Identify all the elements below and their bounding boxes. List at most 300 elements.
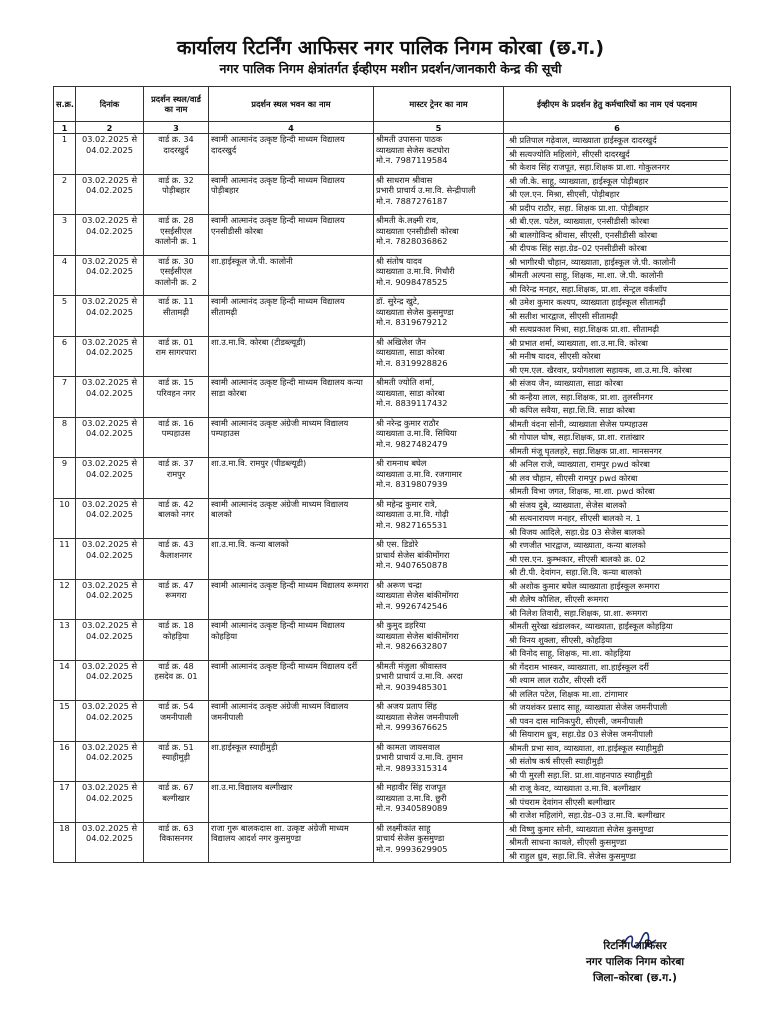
table-row: [54, 458, 731, 499]
employees-cell: [504, 579, 731, 620]
serial-cell: 9: [54, 458, 76, 499]
trainer-cell: [374, 215, 504, 256]
ward-line: वार्ड क्र. 42: [158, 498, 194, 509]
employee-entry: श्री कपिल सवैया, सहा.शि.वि. साडा कोरबा: [509, 405, 635, 415]
ward-cell: [144, 701, 209, 742]
venue-cell: स्वामी आत्मानंद उत्कृष्ट अंग्रेजी माध्यम विद्यालय बालको: [209, 498, 374, 539]
col-header-employees: ईव्हीएम के प्रदर्शन हेतु कर्मचारियों का नाम एवं पदनाम: [504, 87, 731, 122]
employees-cell: [504, 174, 731, 215]
date-line: 04.02.2025: [86, 468, 133, 479]
date-line: 04.02.2025: [86, 792, 133, 803]
trainer-cell: [374, 701, 504, 742]
trainer-line: मो.न. 9827165531: [376, 519, 448, 530]
ward-line: वार्ड क्र. 11: [158, 296, 194, 306]
employees-cell: [504, 215, 731, 256]
trainer-line: श्री महावीर सिंह राजपूत: [376, 782, 446, 792]
trainer-line: मो.न. 9926742546: [376, 600, 448, 611]
trainer-line: प्रभारी प्राचार्य उ.मा.वि. तुमान: [376, 752, 463, 762]
employee-entry: श्री सत्यज्योति महिलांगे, सीएसी दादरखुर्द: [506, 148, 728, 162]
employee-entry: श्री अनिल राजे, व्याख्याता, रामपुर pwd कोरबा: [506, 458, 728, 472]
ward-cell: [144, 377, 209, 418]
trainer-line: मो.न. 9039485301: [376, 681, 448, 692]
venue-cell: स्वामी आत्मानंद उत्कृष्ट हिन्दी माध्यम विद्यालय दादरखुर्द: [209, 134, 374, 175]
employee-entry: श्री पवन दास मानिकपुरी, सीएसी, जमनीपाली: [506, 715, 728, 729]
col-header-date: दिनांक: [76, 87, 144, 122]
employee-entry: श्रीमती साधना कावले, सीएसी कुसमुण्डा: [506, 836, 728, 850]
table-row: [54, 498, 731, 539]
date-line: 03.02.2025 से: [81, 660, 137, 671]
employee-entry: श्री शैलेष कौशिल, सीएसी रूमगरा: [506, 593, 728, 607]
trainer-cell: [374, 458, 504, 499]
date-line: 04.02.2025: [86, 833, 133, 843]
employee-entry: श्री रणजीत भारद्वाज, व्याख्याता, कन्या बालको: [506, 539, 728, 553]
ward-line: वार्ड क्र. 15: [158, 377, 194, 387]
trainer-line: श्री साधराम श्रीवास: [376, 174, 433, 185]
date-cell: [76, 215, 144, 256]
date-cell: [76, 701, 144, 742]
date-cell: [76, 782, 144, 823]
employee-entry: श्री प्रतिपाल गढ़ेवाल, व्याख्याता हाईस्कूल दादरखुर्द: [506, 134, 728, 148]
trainer-cell: [374, 741, 504, 782]
employee-entry: श्री अशोक कुमार बघेल व्याख्याता हाईस्कूल रूमगरा: [506, 580, 728, 594]
employee-entry: श्रीमती सुरेखा खंडालकर, व्याख्याता, हाईस्कूल कोहड़िया: [506, 620, 728, 634]
date-cell: [76, 822, 144, 863]
trainer-cell: [374, 822, 504, 863]
serial-cell: 13: [54, 620, 76, 661]
document-title: कार्यालय रिटर्निंग आफिसर नगर पालिक निगम कोरबा (छ.ग.): [176, 37, 605, 59]
table-row: [54, 174, 731, 215]
trainer-line: श्रीमती ज्योति शर्मा,: [376, 377, 435, 387]
trainer-line: मो.न. 8319807939: [376, 479, 448, 489]
employee-entry: श्री सतीश भारद्वाज, सीएसी सीतामढ़ी: [506, 310, 728, 324]
table-row: [54, 134, 731, 175]
serial-cell: 12: [54, 579, 76, 620]
trainer-line: व्याख्याता सेजेस बांकीमोंगरा: [376, 590, 459, 600]
serial-cell: 5: [54, 296, 76, 337]
ward-cell: [144, 215, 209, 256]
trainer-line: मो.न. 9098478525: [376, 276, 448, 287]
employees-cell: [504, 741, 731, 782]
employee-entry: श्री राजेश महिलांगे, सहा.ग्रेड–03 उ.मा.वि. बल्गीखार: [509, 810, 665, 820]
ward-line: सीतामढ़ी: [162, 306, 190, 317]
trainer-line: श्री अरूण चन्द्रा: [376, 579, 422, 590]
ward-line: पोड़ीबहार: [162, 185, 190, 195]
venue-cell: शा.उ.मा.वि. कन्या बालको: [209, 539, 374, 580]
employee-entry: श्रीमती मंजू घृतलहरे, सहा.शिक्षक प्रा.शा. मानसनगर: [509, 445, 662, 456]
date-cell: [76, 498, 144, 539]
ward-line: वार्ड क्र. 54: [158, 701, 194, 711]
trainer-cell: [374, 377, 504, 418]
employee-entry: श्री केशव सिंह राजपूत, सहा.शिक्षक प्रा.शा. गोकुलनगर: [509, 162, 670, 172]
date-line: 04.02.2025: [86, 144, 133, 155]
trainer-line: व्याख्याता, साडा कोरबा: [376, 387, 445, 398]
ward-line: रामपुर: [166, 468, 186, 479]
venue-cell: शा.उ.मा.विद्यालय बल्गीखार: [209, 782, 374, 823]
employee-entry: श्री प्रदीप राठौर, सहा. शिक्षक प्रा.शा. पोड़ीबहार: [509, 202, 649, 213]
ward-cell: [144, 255, 209, 296]
date-line: 03.02.2025 से: [81, 620, 137, 630]
employees-cell: [504, 417, 731, 458]
trainer-line: व्याख्याता उ.मा.वि. सिघिया: [376, 428, 457, 438]
employees-cell: [504, 701, 731, 742]
venue-cell: स्वामी आत्मानंद उत्कृष्ट हिन्दी माध्यम विद्यालय रूमगरा: [209, 579, 374, 620]
employee-entry: श्री विजय आदिले, सहा.ग्रेड 03 सेजेस बालको: [509, 526, 645, 537]
col-number: 1: [54, 122, 76, 134]
ward-line: वार्ड क्र. 34: [158, 134, 194, 144]
employees-cell: [504, 498, 731, 539]
ward-line: स्याहीमुड़ी: [162, 752, 190, 762]
table-row: [54, 620, 731, 661]
date-cell: [76, 296, 144, 337]
employee-entry: श्री संतोष कर्ष सीएसी स्याहीमुड़ी: [506, 755, 728, 769]
col-header-venue: प्रदर्शन स्थल भवन का नाम: [209, 87, 374, 122]
venue-cell: स्वामी आत्मानंद उत्कृष्ट हिन्दी माध्यम विद्यालय एनसीडीसी कोरबा: [209, 215, 374, 256]
trainer-line: व्याख्याता उ.मा.वि. छुरी: [376, 792, 447, 803]
trainer-line: श्री महेन्द्र कुमार रात्रे,: [376, 498, 438, 509]
col-number: 6: [504, 122, 731, 134]
trainer-line: मो.न. 7987119584: [376, 155, 448, 165]
employee-entry: श्री विरेन्द्र मनहर, सहा.शिक्षक, प्रा.शा. सेन्ट्रल वर्कशॉप: [509, 283, 667, 294]
ward-cell: [144, 620, 209, 661]
employee-entry: श्री विष्णु कुमार सोनी, व्याख्याता सेजेस कुसमुण्डा: [506, 823, 728, 837]
date-line: 03.02.2025 से: [81, 539, 137, 549]
trainer-cell: [374, 336, 504, 377]
col-number: 5: [374, 122, 504, 134]
document-subtitle: नगर पालिक निगम क्षेत्रांतर्गत ईव्हीएम मशीन प्रदर्शन/जानकारी केन्द्र की सूची: [219, 61, 562, 76]
trainer-line: मो.न. 7887276187: [376, 195, 448, 206]
date-cell: [76, 539, 144, 580]
ward-line: एसईसीएल: [160, 266, 192, 276]
date-line: 03.02.2025 से: [81, 498, 137, 509]
employee-entry: श्री श्याम लाल राठौर, सीएसी दर्री: [506, 674, 728, 688]
venue-cell: स्वामी आत्मानंद उत्कृष्ट हिन्दी माध्यम विद्यालय कन्या साडा कोरबा: [209, 377, 374, 418]
employee-entry: श्री लव चौहान, सीएसी रामपुर pwd कोरबा: [506, 472, 728, 486]
trainer-line: मो.न. 8839117432: [376, 398, 448, 408]
date-line: 03.02.2025 से: [81, 377, 137, 387]
employee-entry: श्री राहुल ध्रुव, सहा.शि.वि. सेजेस कुसमुण्डा: [509, 850, 636, 861]
employees-cell: [504, 660, 731, 701]
date-line: 04.02.2025: [86, 711, 133, 722]
signature-block: [555, 938, 715, 986]
ward-cell: [144, 174, 209, 215]
trainer-line: मो.न. 9827482479: [376, 438, 448, 449]
employee-entry: श्री गेंदराम भास्कर, व्याख्याता, शा.हाईस्कूल दर्री: [506, 661, 728, 675]
venue-cell: स्वामी आत्मानंद उत्कृष्ट अंग्रेजी माध्यम विद्यालय पम्पहाउस: [209, 417, 374, 458]
date-line: 04.02.2025: [86, 509, 133, 519]
employee-entry: श्री ललित पटेल, शिक्षक मा.शा. टांगामार: [509, 688, 628, 699]
employee-entry: श्री जी.के. साहू, व्याख्याता, हाईस्कूल पोड़ीबहार: [506, 175, 728, 189]
date-cell: [76, 377, 144, 418]
employee-entry: श्री विनय शुक्ला, सीएसी, कोहड़िया: [506, 634, 728, 648]
date-line: 03.02.2025 से: [81, 417, 137, 428]
employees-cell: [504, 458, 731, 499]
trainer-line: श्री अखिलेश जैन: [376, 336, 426, 347]
table-body: [54, 122, 731, 863]
trainer-cell: [374, 539, 504, 580]
date-line: 04.02.2025: [86, 630, 133, 641]
employee-entry: श्री संजय जैन, व्याख्याता, साडा कोरबा: [506, 377, 728, 391]
trainer-line: मो.न. 8319679212: [376, 317, 448, 327]
employee-entry: श्री दीपक सिंह सहा.ग्रेड–02 एनसीडीसी कोरबा: [509, 243, 647, 253]
employee-entry: श्री बालगोविन्द श्रीवास, सीएसी, एनसीडीसी कोरबा: [506, 229, 728, 243]
trainer-cell: [374, 296, 504, 337]
venue-cell: स्वामी आत्मानंद उत्कृष्ट हिन्दी माध्यम विद्यालय कोहड़िया: [209, 620, 374, 661]
trainer-cell: [374, 660, 504, 701]
trainer-cell: [374, 174, 504, 215]
date-cell: [76, 417, 144, 458]
date-line: 04.02.2025: [86, 752, 133, 762]
trainer-line: श्री एस. डिडोरे: [376, 539, 419, 549]
venue-cell: शा.उ.मा.वि. रामपुर (पीडब्ल्यूडी): [209, 458, 374, 499]
employees-cell: [504, 782, 731, 823]
date-line: 03.02.2025 से: [81, 296, 137, 306]
employee-entry: श्री मनीष यादव, सीएसी कोरबा: [506, 350, 728, 364]
employee-entry: श्री कन्हैया लाल, सहा.शिक्षक, प्रा.शा. तुलसीनगर: [506, 391, 728, 405]
ward-cell: [144, 134, 209, 175]
employee-entry: श्रीमती वंदना सोनी, व्याख्याता सेजेस पम्पहाउस: [506, 418, 728, 432]
ward-line: वार्ड क्र. 63: [158, 822, 194, 833]
employees-cell: [504, 539, 731, 580]
trainer-cell: [374, 134, 504, 175]
venue-cell: राजा गुरू बालकदास शा. उत्कृष्ट अंग्रेजी माध्यम विद्यालय आदर्श नगर कुसमुण्डा: [209, 822, 374, 863]
trainer-line: श्रीमती मंजुला श्रीवास्तव: [376, 660, 447, 671]
venue-cell: स्वामी आत्मानंद उत्कृष्ट हिन्दी माध्यम विद्यालय सीतामढ़ी: [209, 296, 374, 337]
serial-cell: 14: [54, 660, 76, 701]
serial-cell: 1: [54, 134, 76, 175]
venue-cell: स्वामी आत्मानंद उत्कृष्ट हिन्दी माध्यम विद्यालय पोड़ीबहार: [209, 174, 374, 215]
employee-entry: श्री सत्यप्रकाश मिश्रा, सहा.शिक्षक प्रा.शा. सीतामढ़ी: [509, 324, 659, 334]
ward-line: वार्ड क्र. 01: [158, 336, 194, 347]
venue-cell: स्वामी आत्मानंद उत्कृष्ट हिन्दी माध्यम विद्यालय दर्री: [209, 660, 374, 701]
trainer-line: व्याख्याता सेजेस बांकीमोंगरा: [376, 630, 459, 641]
serial-cell: 4: [54, 255, 76, 296]
venue-cell: शा.उ.मा.वि. कोरबा (टीडब्ल्यूडी): [209, 336, 374, 377]
ward-cell: [144, 296, 209, 337]
employee-entry: श्री बी.एल. पटेल, व्याख्याता, एनसीडीसी कोरबा: [506, 215, 728, 229]
table-row: [54, 741, 731, 782]
trainer-line: व्याख्याता सेजेस कटघोरा: [376, 144, 450, 155]
date-line: 04.02.2025: [86, 306, 133, 317]
trainer-line: प्राचार्य सेजेस कुसमुण्डा: [376, 833, 445, 843]
employees-cell: [504, 377, 731, 418]
trainer-line: व्याख्याता उ.मा.वि. गिधौरी: [376, 266, 455, 276]
col-number: 4: [209, 122, 374, 134]
date-line: 04.02.2025: [86, 549, 133, 560]
trainer-line: व्याख्याता एनसीडीसी कोरबा: [376, 225, 459, 236]
employees-cell: [504, 620, 731, 661]
evm-centre-table: [53, 86, 731, 863]
date-line: 03.02.2025 से: [81, 134, 137, 144]
ward-line: वार्ड क्र. 32: [158, 174, 194, 185]
ward-line: वार्ड क्र. 67: [158, 782, 194, 792]
ward-line: कालोनी क्र. 2: [154, 276, 198, 287]
date-line: 03.02.2025 से: [81, 741, 137, 752]
ward-cell: [144, 458, 209, 499]
ward-line: परिवहन नगर: [156, 387, 196, 398]
trainer-cell: [374, 417, 504, 458]
table-row: [54, 296, 731, 337]
signature-designation: रिटर्निंग आफिसर: [603, 940, 667, 952]
ward-cell: [144, 498, 209, 539]
ward-cell: [144, 741, 209, 782]
trainer-line: मो.न. 9407650878: [376, 560, 448, 570]
ward-line: वार्ड क्र. 47: [158, 579, 194, 590]
ward-cell: [144, 417, 209, 458]
table-row: [54, 215, 731, 256]
employee-entry: श्रीमती विभा जगत, शिक्षक, मा.शा. pwd कोरबा: [509, 486, 655, 496]
ward-line: वार्ड क्र. 48: [158, 660, 194, 671]
ward-line: जमनीपाली: [159, 711, 193, 722]
ward-line: वार्ड क्र. 30: [158, 255, 194, 266]
trainer-line: व्याख्याता उ.मा.वि. रजगामार: [376, 468, 462, 479]
ward-line: कैलाशनगर: [159, 549, 193, 560]
signature-office: नगर पालिक निगम कोरबा: [585, 956, 685, 968]
trainer-line: व्याख्याता सेजेस कुसमुण्डा: [376, 306, 454, 317]
serial-cell: 11: [54, 539, 76, 580]
date-line: 04.02.2025: [86, 428, 133, 438]
ward-line: वार्ड क्र. 51: [158, 741, 194, 752]
trainer-cell: [374, 782, 504, 823]
date-line: 04.02.2025: [86, 347, 133, 357]
date-line: 04.02.2025: [86, 590, 133, 600]
table-row: [54, 255, 731, 296]
employee-entry: श्री पंचराम देवांगन सीएसी बल्गीखार: [506, 796, 728, 810]
employees-cell: [504, 336, 731, 377]
date-cell: [76, 255, 144, 296]
trainer-line: व्याख्याता उ.मा.वि. गोढ़ी: [376, 509, 449, 519]
employee-entry: श्रीमती अल्पना साहू, शिक्षक, मा.शा. जे.पी. कालोनी: [506, 269, 728, 283]
venue-cell: शा.हाईस्कूल स्याहीमुड़ी: [209, 741, 374, 782]
date-cell: [76, 458, 144, 499]
serial-cell: 3: [54, 215, 76, 256]
date-line: 03.02.2025 से: [81, 579, 137, 590]
column-number-row: [54, 122, 731, 134]
ward-line: बल्गीखार: [162, 792, 190, 803]
trainer-line: श्री कामता जायसवाल: [376, 741, 440, 752]
employee-entry: श्री गोपाल घोष, सहा.शिक्षक, प्रा.शा. रातांखार: [506, 431, 728, 445]
employees-cell: [504, 134, 731, 175]
serial-cell: 6: [54, 336, 76, 377]
date-line: 03.02.2025 से: [81, 215, 137, 225]
employee-entry: श्री पी मुरली सहा.शि. प्रा.शा.वाहनपाठ स्याहीमुड़ी: [509, 769, 653, 780]
table-row: [54, 336, 731, 377]
trainer-line: मो.न. 9826632807: [376, 641, 448, 651]
employee-entry: श्री संजय दुबे, व्याख्याता, सेजेस बालको: [506, 499, 728, 513]
col-header-trainer: मास्टर ट्रेनर का नाम: [374, 87, 504, 122]
date-line: 04.02.2025: [86, 266, 133, 276]
trainer-cell: [374, 255, 504, 296]
signature-district: जिला–कोरबा (छ.ग.): [593, 972, 677, 984]
trainer-line: श्री रामनाथ बघेल: [376, 458, 427, 468]
date-line: 04.02.2025: [86, 387, 133, 398]
trainer-line: प्रभारी प्राचार्य उ.मा.वि. सेन्द्रीपाली: [376, 185, 476, 195]
employee-entry: श्री प्रभात शर्मा, व्याख्याता, शा.उ.मा.वि. कोरबा: [506, 337, 728, 351]
serial-cell: 15: [54, 701, 76, 742]
table-row: [54, 417, 731, 458]
col-number: 2: [76, 122, 144, 134]
trainer-line: प्रभारी प्राचार्य उ.मा.वि. अरदा: [376, 671, 463, 681]
ward-line: पम्पहाउस: [161, 428, 191, 438]
serial-cell: 8: [54, 417, 76, 458]
serial-cell: 16: [54, 741, 76, 782]
trainer-line: श्रीमती के.लक्ष्मी राव,: [376, 215, 439, 225]
date-cell: [76, 620, 144, 661]
trainer-line: डॉ. सुरेन्द्र खुटे,: [376, 296, 420, 306]
serial-cell: 7: [54, 377, 76, 418]
employee-entry: श्री जयशंकर प्रसाद साहू, व्याख्याता सेजेस जमनीपाली: [506, 701, 728, 715]
employee-entry: श्री उमेश कुमार कश्यप, व्याख्याता हाईस्कूल सीतामढ़ी: [506, 296, 728, 310]
date-line: 04.02.2025: [86, 671, 133, 681]
trainer-line: श्री नरेन्द्र कुमार राठौर: [376, 417, 439, 428]
employee-entry: श्री सियाराम ध्रुव, सहा.ग्रेड 03 सेजेस जमनीपाली: [509, 729, 653, 739]
ward-line: वार्ड क्र. 28: [158, 215, 194, 225]
trainer-line: मो.न. 9993629905: [376, 843, 448, 854]
trainer-line: मो.न. 9993676625: [376, 722, 448, 732]
table-header-row: [54, 87, 731, 122]
employee-entry: श्री विनोद साहू, शिक्षक, मा.शा. कोहड़िया: [509, 648, 631, 658]
employees-cell: [504, 296, 731, 337]
ward-cell: [144, 336, 209, 377]
ward-line: कालोनी क्र. 1: [154, 236, 198, 246]
table-row: [54, 539, 731, 580]
date-cell: [76, 174, 144, 215]
date-line: 03.02.2025 से: [81, 458, 137, 468]
col-number: 3: [144, 122, 209, 134]
ward-cell: [144, 782, 209, 823]
date-line: 03.02.2025 से: [81, 174, 137, 185]
date-line: 03.02.2025 से: [81, 822, 137, 833]
trainer-line: मो.न. 9340589089: [376, 803, 448, 813]
trainer-line: मो.न. 7828036862: [376, 236, 448, 246]
table-row: [54, 782, 731, 823]
date-line: 03.02.2025 से: [81, 782, 137, 792]
venue-cell: स्वामी आत्मानंद उत्कृष्ट अंग्रेजी माध्यम विद्यालय जमनीपाली: [209, 701, 374, 742]
table-row: [54, 822, 731, 863]
trainer-line: श्री लक्ष्मीकांत साहू: [376, 822, 431, 833]
serial-cell: 2: [54, 174, 76, 215]
table-row: [54, 579, 731, 620]
employee-entry: श्री सत्यनारायण मनहर, सीएसी बालको न. 1: [506, 512, 728, 526]
trainer-line: व्याख्याता सेजेस जमनीपाली: [376, 711, 459, 722]
employee-entry: श्री एल.एन. मिश्रा, सीएसी, पोड़ीबहार: [506, 188, 728, 202]
trainer-line: मो.न. 9893315314: [376, 762, 448, 773]
ward-line: हसदेव क्र. 01: [154, 671, 198, 681]
date-cell: [76, 579, 144, 620]
date-line: 03.02.2025 से: [81, 336, 137, 347]
ward-line: बालको नगर: [158, 509, 194, 519]
employee-entry: श्री निलेश तिवारी, सहा.शिक्षक, प्रा.शा. रूमगरा: [509, 607, 648, 618]
ward-line: वार्ड क्र. 18: [158, 620, 194, 630]
ward-cell: [144, 539, 209, 580]
table-row: [54, 377, 731, 418]
date-cell: [76, 336, 144, 377]
col-header-ward: प्रदर्शन स्थल/वार्ड का नाम: [144, 87, 209, 122]
employee-entry: श्री भागीरथी चौहान, व्याख्याता, हाईस्कूल जे.पी. कालोनी: [506, 256, 728, 270]
employee-entry: श्रीमती प्रभा साव, व्याख्याता, शा.हाईस्कूल स्याहीमुड़ी: [506, 742, 728, 756]
employee-entry: श्री एस.एन. कुम्भकार, सीएसी बालको क्र. 02: [506, 553, 728, 567]
ward-line: कोहड़िया: [162, 630, 190, 641]
employee-entry: श्री एम.एल. खैरवार, प्रयोगशाला सहायक, शा.उ.मा.वि. कोरबा: [509, 364, 692, 375]
ward-line: राम सागरपारा: [155, 347, 197, 357]
ward-line: विकासनगर: [159, 833, 193, 843]
trainer-line: श्री अजय प्रताप सिंह: [376, 701, 437, 711]
ward-cell: [144, 579, 209, 620]
trainer-cell: [374, 579, 504, 620]
table-row: [54, 660, 731, 701]
table-row: [54, 701, 731, 742]
serial-cell: 18: [54, 822, 76, 863]
ward-line: रूमगरा: [165, 590, 187, 600]
